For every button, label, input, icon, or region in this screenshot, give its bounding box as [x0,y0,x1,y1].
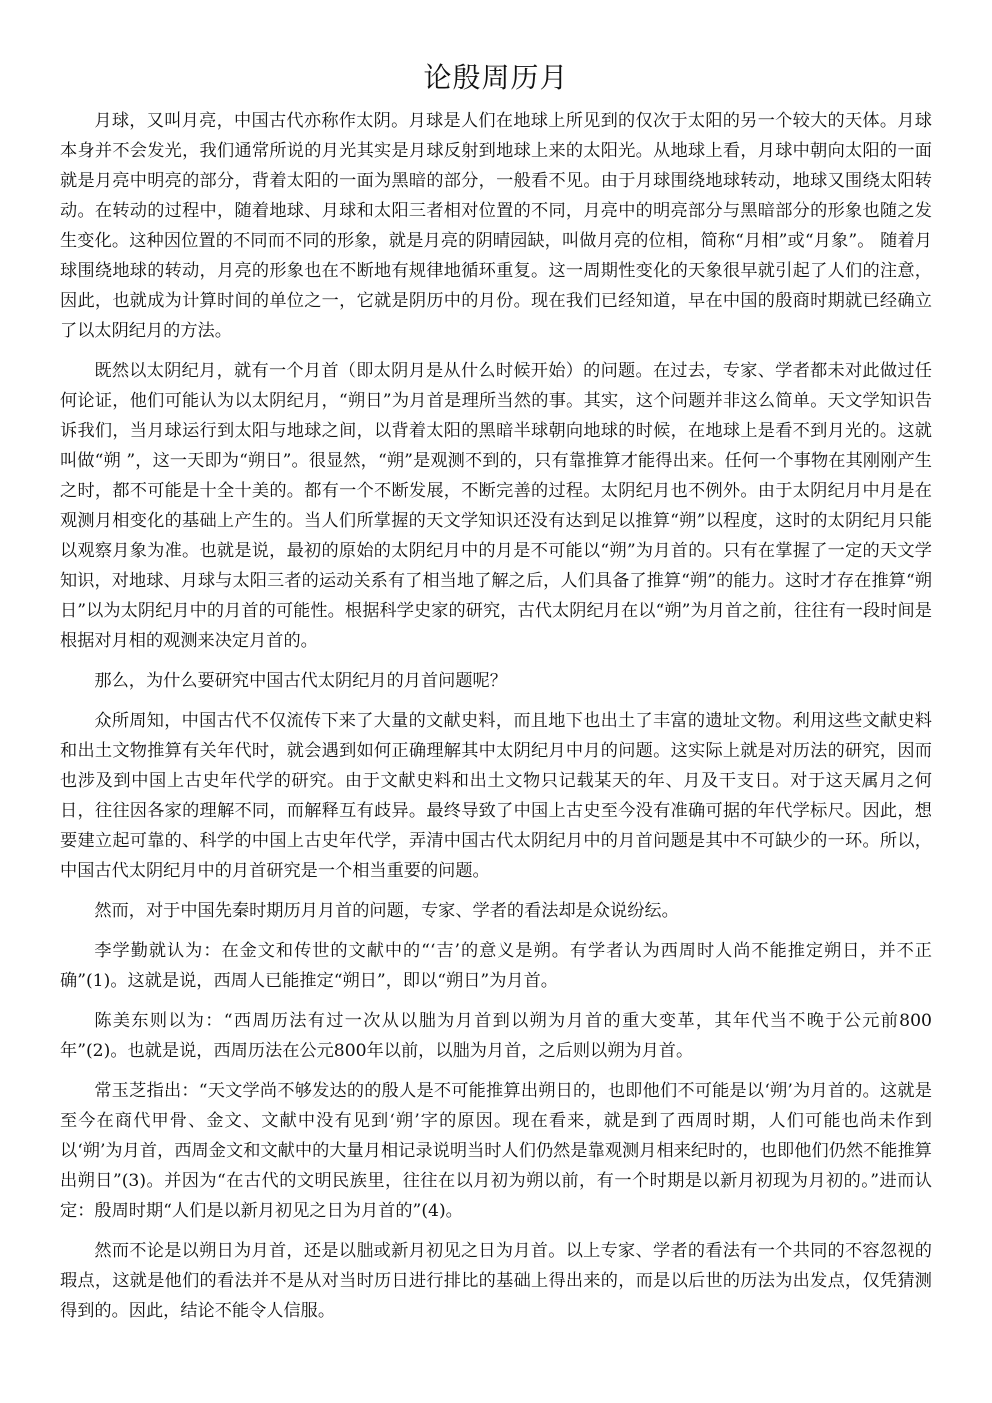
paragraph-7: 陈美东则以为：“西周历法有过一次从以朏为月首到以朔为月首的重大变革，其年代当不晚于公元前800年”(2)。也就是说，西周历法在公元800年以前，以朏为月首，之后则以朔为月首。 [60,1011,932,1061]
document-title: 论殷周历月 [423,61,569,94]
paragraph-3: 那么，为什么要研究中国古代太阴纪月的月首问题呢？ [94,671,507,691]
paragraph-1: 月球，又叫月亮，中国古代亦称作太阴。月球是人们在地球上所见到的仅次于太阳的另一个较大的天体。月球本身并不会发光，我们通常所说的月光其实是月球反射到地球上来的太阳光。从地球上看，月球中朝向太阳的一面就是月亮中明亮的部分，背着太阳的一面为黑暗的部分，一般看不见。由于月球围绕地球转动，地球又围绕太阳转动。在转动的过程中，随着地球、月球和太阳三者相对位置的不同，月亮中的明亮部分与黑暗部分的形象也随之发生变化。这种因位置的不同而不同的形象，就是月亮的阴晴园缺，叫做月亮的位相，简称“月相”或“月象”。 随着月球围绕地球的转动，月亮的形象也在不断地有规律地循环重复。这一周期性变化的天象很早就引起了人们的注意，因此，也就成为计算时间的单位之一，它就是阴历中的月份。现在我们已经知道，早在中国的殷商时期就已经确立了以太阴纪月的方法。 [60,111,932,341]
paragraph-8: 常玉芝指出：“天文学尚不够发达的的殷人是不可能推算出朔日的，也即他们不可能是以‘朔’为月首的。这就是至今在商代甲骨、金文、文献中没有见到‘朔’字的原因。现在看来，就是到了西周时期，人们可能也尚未作到以‘朔’为月首，西周金文和文献中的大量月相记录说明当时人们仍然是靠观测月相来纪时的，也即他们仍然不能推算出朔日”(3)。并因为“在古代的文明民族里，往往在以月初为朔以前，有一个时期是以新月初现为月初的。”进而认定：殷周时期“人们是以新月初见之日为月首的”(4)。 [60,1081,932,1221]
paragraph-9: 然而不论是以朔日为月首，还是以朏或新月初见之日为月首。以上专家、学者的看法有一个共同的不容忽视的瑕点，这就是他们的看法并不是从对当时历日进行排比的基础上得出来的，而是以后世的历法为出发点，仅凭猜测得到的。因此，结论不能令人信服。 [60,1241,932,1321]
paragraph-6: 李学勤就认为：在金文和传世的文献中的“‘吉’的意义是朔。有学者认为西周时人尚不能推定朔日，并不正确”(1)。这就是说，西周人已能推定“朔日”，即以“朔日”为月首。 [60,941,932,991]
paragraph-5: 然而，对于中国先秦时期历月月首的问题，专家、学者的看法却是众说纷纭。 [94,901,679,921]
paragraph-2: 既然以太阴纪月，就有一个月首（即太阴月是从什么时候开始）的问题。在过去，专家、学者都未对此做过任何论证，他们可能认为以太阴纪月，“朔日”为月首是理所当然的事。其实，这个问题并非这么简单。天文学知识告诉我们，当月球运行到太阳与地球之间，以背着太阳的黑暗半球朝向地球的时候，在地球上是看不到月光的。这就叫做“朔 ”，这一天即为“朔日”。很显然，“朔”是观测不到的，只有靠推算才能得出来。任何一个事物在其刚刚产生之时，都不可能是十全十美的。都有一个不断发展，不断完善的过程。太阴纪月也不例外。由于太阴纪月中月是在观测月相变化的基础上产生的。当人们所掌握的天文学知识还没有达到足以推算“朔”以程度，这时的太阴纪月只能以观察月象为准。也就是说，最初的原始的太阴纪月中的月是不可能以“朔”为月首的。只有在掌握了一定的天文学知识，对地球、月球与太阳三者的运动关系有了相当地了解之后，人们具备了推算“朔”的能力。这时才存在推算“朔日”以为太阴纪月中的月首的可能性。根据科学史家的研究，古代太阴纪月在以“朔”为月首之前，往往有一段时间是根据对月相的观测来决定月首的。 [60,361,932,651]
document-page [60,58,932,1336]
paragraph-4: 众所周知，中国古代不仅流传下来了大量的文献史料，而且地下也出土了丰富的遗址文物。利用这些文献史料和出土文物推算有关年代时，就会遇到如何正确理解其中太阴纪月中月的问题。这实际上就是对历法的研究，因而也涉及到中国上古史年代学的研究。由于文献史料和出土文物只记载某天的年、月及干支日。对于这天属月之何日，往往因各家的理解不同，而解释互有歧异。最终导致了中国上古史至今没有准确可据的年代学标尺。因此，想要建立起可靠的、科学的中国上古史年代学，弄清中国古代太阴纪月中的月首问题是其中不可缺少的一环。所以，中国古代太阴纪月中的月首研究是一个相当重要的问题。 [60,711,932,881]
